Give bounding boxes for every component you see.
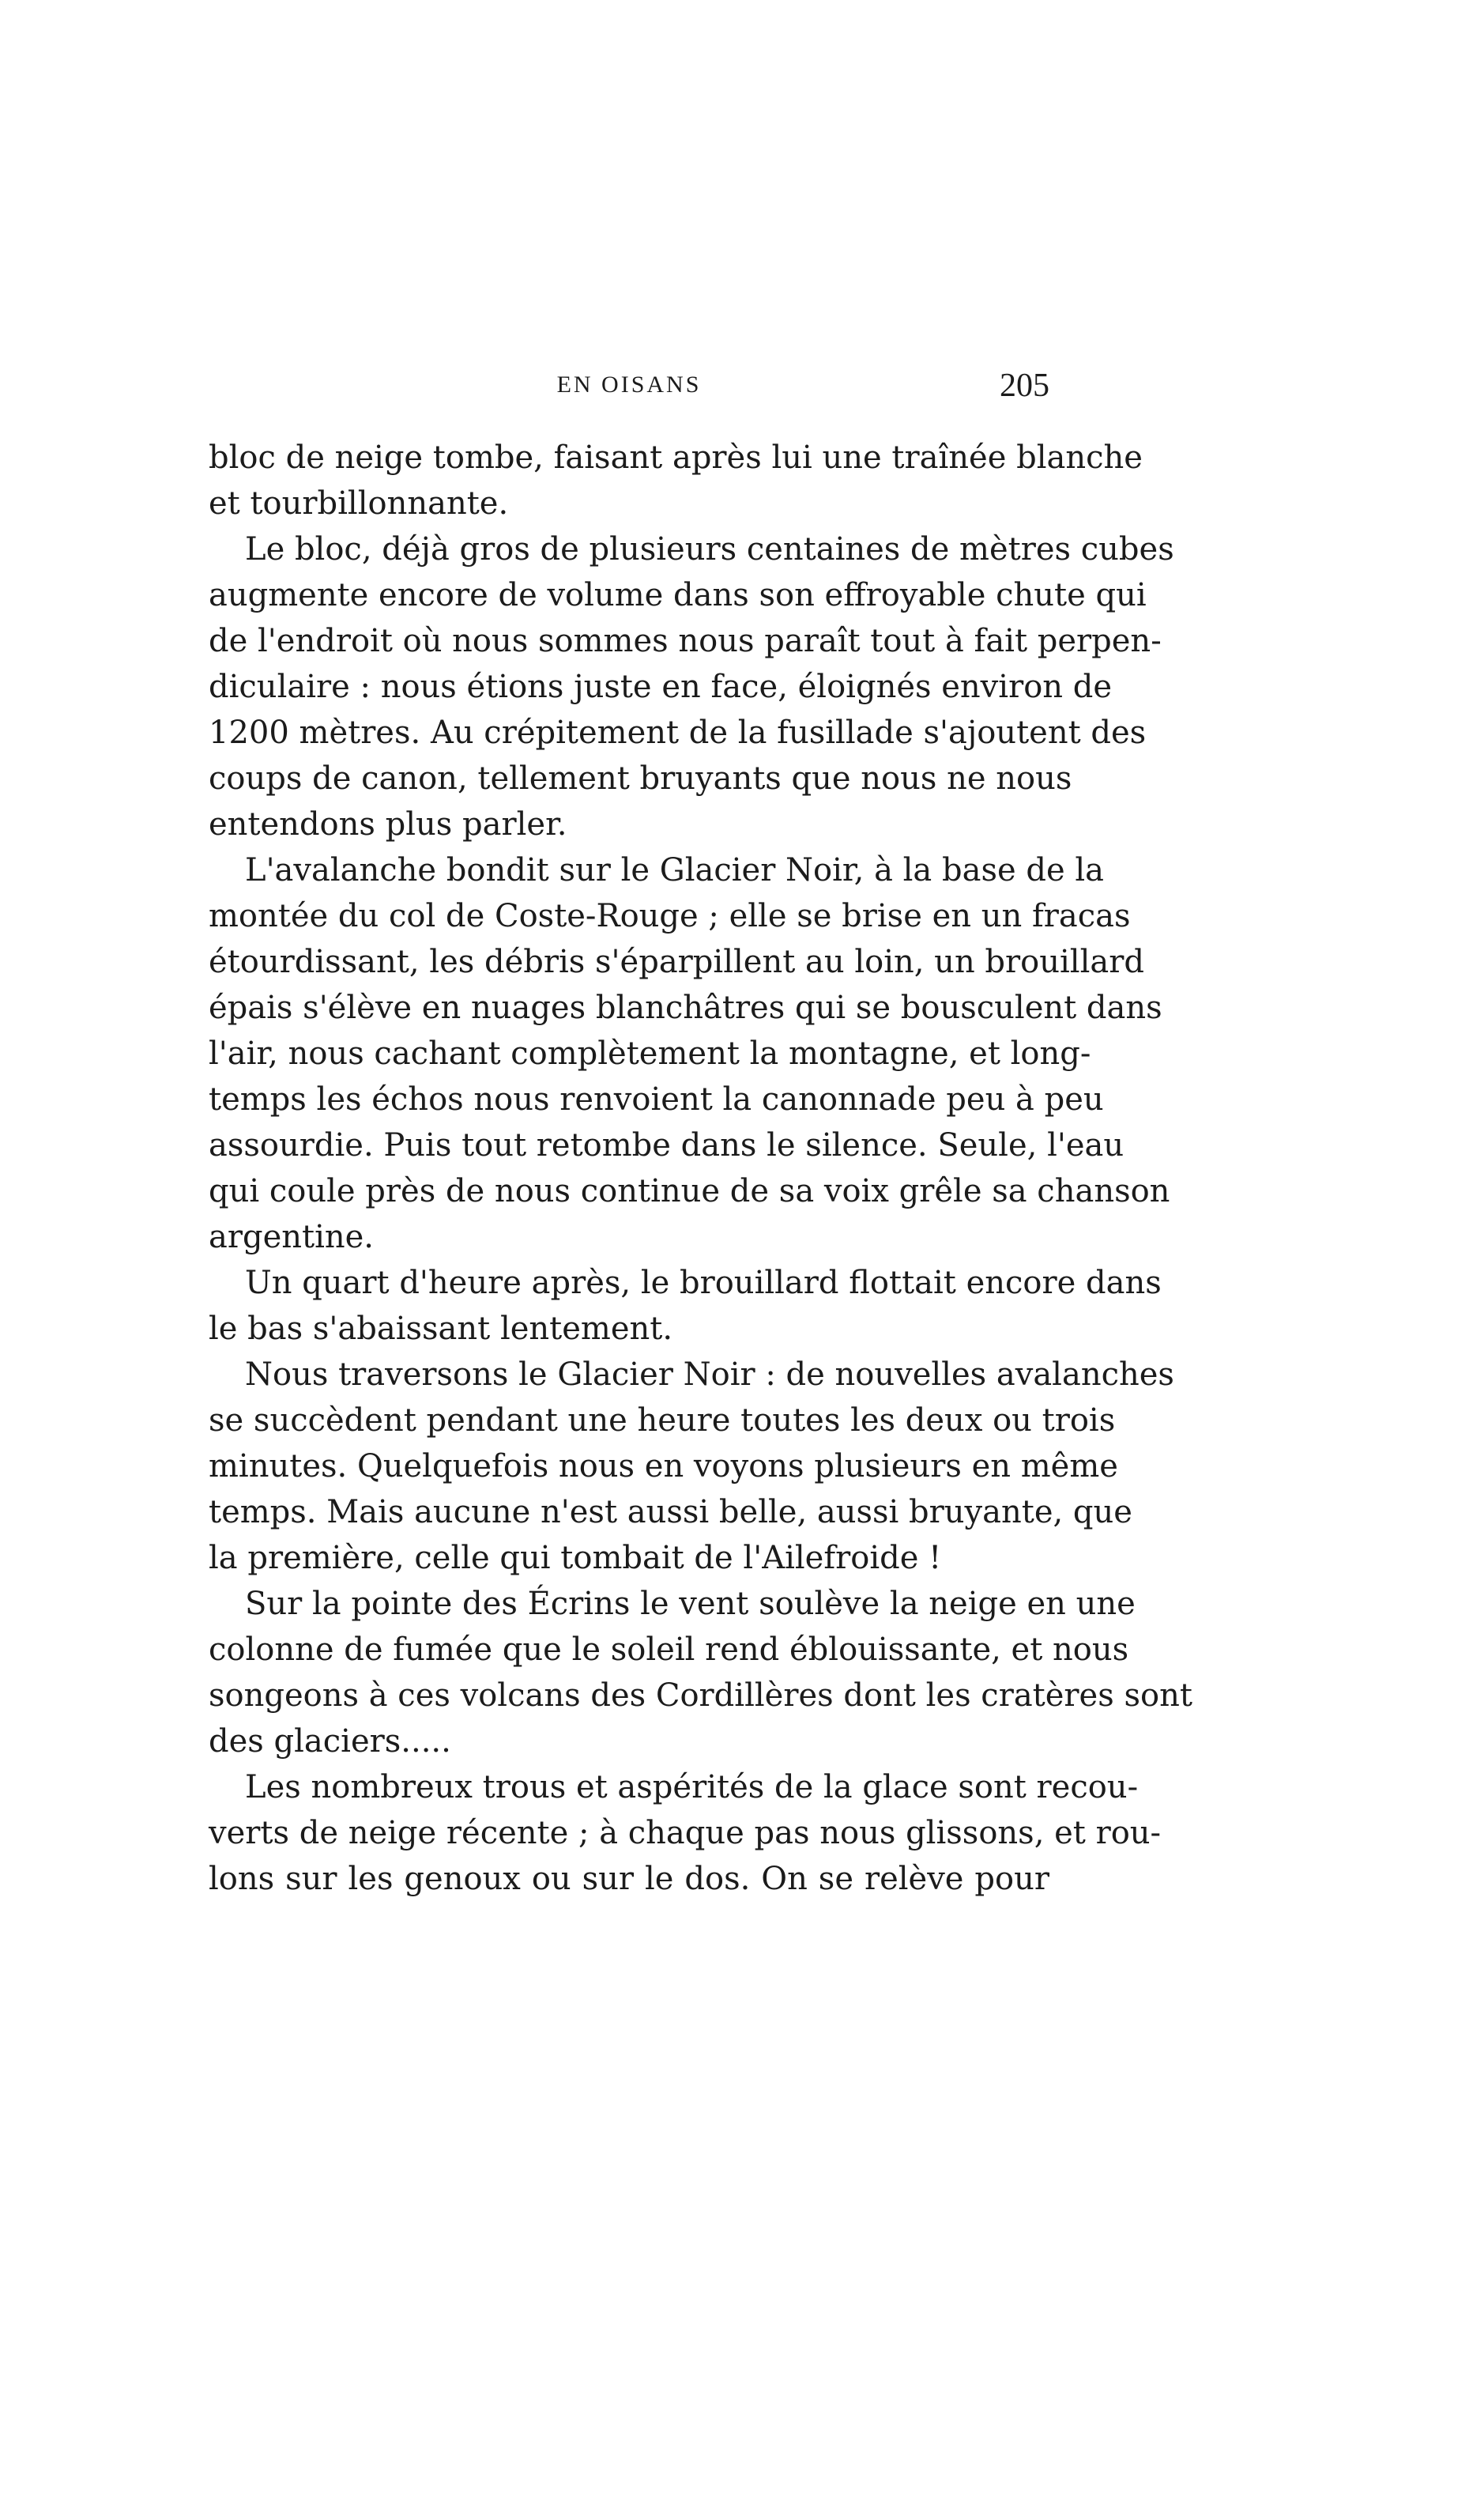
text-line: minutes. Quelquefois nous en voyons plusieurs en même bbox=[209, 1448, 1118, 1484]
text-line: la première, celle qui tombait de l'Ailefroide ! bbox=[209, 1540, 942, 1576]
text-line: L'avalanche bondit sur le Glacier Noir, à la base de la bbox=[245, 852, 1104, 888]
text-line: coups de canon, tellement bruyants que nous ne nous bbox=[209, 760, 1072, 797]
text-line: l'air, nous cachant complètement la montagne, et long- bbox=[209, 1036, 1091, 1072]
text-line: et tourbillonnante. bbox=[209, 485, 509, 522]
text-line: de l'endroit où nous sommes nous paraît tout à fait perpen- bbox=[209, 623, 1162, 659]
text-line: montée du col de Coste-Rouge ; elle se brise en un fracas bbox=[209, 898, 1131, 934]
text-line: épais s'élève en nuages blanchâtres qui se bousculent dans bbox=[209, 990, 1162, 1026]
text-line: verts de neige récente ; à chaque pas nous glissons, et rou- bbox=[209, 1815, 1162, 1851]
running-head bbox=[209, 368, 1049, 419]
text-line: étourdissant, les débris s'éparpillent au loin, un brouillard bbox=[209, 944, 1144, 980]
text-line: Les nombreux trous et aspérités de la glace sont recou- bbox=[245, 1769, 1139, 1805]
text-line: se succèdent pendant une heure toutes les deux ou trois bbox=[209, 1402, 1116, 1439]
text-line: argentine. bbox=[209, 1219, 375, 1255]
page-number: 205 bbox=[1000, 368, 1049, 404]
text-line: lons sur les genoux ou sur le dos. On se relève pour bbox=[209, 1861, 1049, 1897]
text-line: assourdie. Puis tout retombe dans le silence. Seule, l'eau bbox=[209, 1127, 1125, 1164]
text-line: des glaciers..... bbox=[209, 1723, 451, 1760]
text-line: Sur la pointe des Écrins le vent soulève la neige en une bbox=[245, 1586, 1136, 1622]
text-line: bloc de neige tombe, faisant après lui une traînée blanche bbox=[209, 439, 1143, 476]
text-line: Nous traversons le Glacier Noir : de nouvelles avalanches bbox=[245, 1356, 1174, 1393]
text-line: Le bloc, déjà gros de plusieurs centaines de mètres cubes bbox=[245, 531, 1174, 568]
text-line: temps. Mais aucune n'est aussi belle, aussi bruyante, que bbox=[209, 1494, 1132, 1530]
text-line: diculaire : nous étions juste en face, éloignés environ de bbox=[209, 669, 1113, 705]
text-line: augmente encore de volume dans son effroyable chute qui bbox=[209, 577, 1147, 613]
text-line: 1200 mètres. Au crépitement de la fusillade s'ajoutent des bbox=[209, 715, 1147, 751]
body-text bbox=[209, 435, 1192, 1902]
text-line: songeons à ces volcans des Cordillères dont les cratères sont bbox=[209, 1677, 1192, 1714]
text-line: le bas s'abaissant lentement. bbox=[209, 1311, 673, 1347]
text-line: Un quart d'heure après, le brouillard flottait encore dans bbox=[245, 1265, 1162, 1301]
text-line: qui coule près de nous continue de sa voix grêle sa chanson bbox=[209, 1173, 1170, 1209]
running-head-title: EN OISANS bbox=[556, 372, 702, 398]
text-line: colonne de fumée que le soleil rend éblouissante, et nous bbox=[209, 1632, 1129, 1668]
text-line: entendons plus parler. bbox=[209, 806, 567, 843]
text-line: temps les échos nous renvoient la canonnade peu à peu bbox=[209, 1081, 1104, 1118]
